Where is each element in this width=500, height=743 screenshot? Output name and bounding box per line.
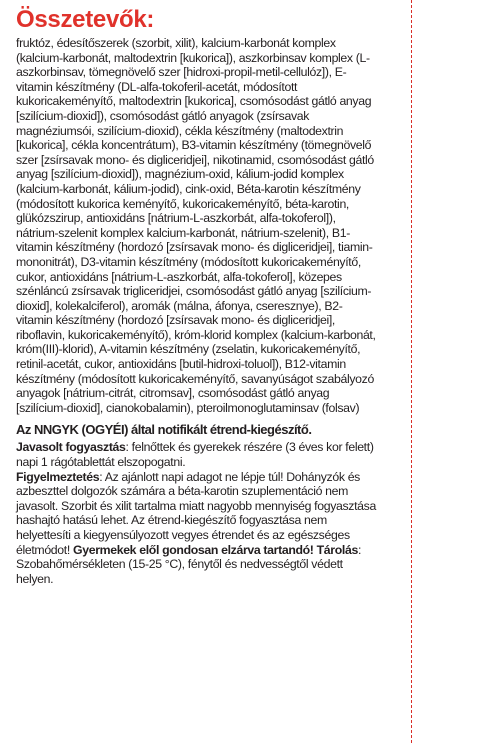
warning-text: : Az ajánlott napi adagot ne lépje túl! Dohányzók és azbeszttel dolgozók számára a béta-karotin szuplementáció nem javasolt. Szorbit és xilit tartalma miatt nagyobb mennyiség fogyasztása hashajtó hatású lehet. Az étrend-kiegészítő fogyasztása nem helyettesíti a kiegyensúlyozott vegyes étrendet és az egészséges életmódot! bbox=[16, 469, 380, 557]
ingredients-heading: Összetevők: bbox=[16, 6, 155, 33]
storage-text: : Szobahőmérsékleten (15-25 °C), fénytől és nedvességtől védett helyen. bbox=[16, 542, 365, 586]
dosage-text: : felnőttek és gyerekek részére (3 éves kor felett) napi 1 rágótablettát elszopogatni. bbox=[16, 440, 377, 470]
usage-information bbox=[16, 440, 378, 586]
notification-statement: Az NNGYK (OGYÉI) által notifikált étrend-kiegészítő. bbox=[16, 422, 312, 438]
children-warning: Gyermekek elől gondosan elzárva tartandó! bbox=[73, 542, 314, 557]
dosage-label: Javasolt fogyasztás bbox=[16, 440, 126, 455]
storage-label: Tárolás bbox=[316, 542, 358, 557]
product-label bbox=[16, 6, 378, 586]
cut-line-dashed bbox=[411, 0, 412, 743]
warning-label: Figyelmeztetés bbox=[16, 469, 100, 484]
ingredients-list: fruktóz, édesítőszerek (szorbit, xilit), kalcium-karbonát komplex (kalcium-karbonát, maltodextrin [kukorica]), aszkorbinsav komplex (L-aszkorbinsav, tömegnövelő szer [hidroxi-propil-metil-cellulóz]), E-vitamin készítmény (DL-alfa-tokoferil-acetát, módosított kukoricakeményítő, maltodextrin [kukorica], csomósodást gátló anyag [szilícium-dioxid]), csomósodást gátló anyagok (zsírsavak magnéziumsói, szilícium-dioxid), cékla készítmény (maltodextrin [kukorica], cékla koncentrátum), B3-vitamin készítmény (tömegnövelő szer [zsírsavak mono- és digliceridjei], nikotinamid, csomósodást gátló anyag [szilícium-dioxid]), magnézium-oxid, kálium-jodid komplex (kalcium-karbonát, kálium-jodid), cink-oxid, Béta-karotin készítmény (módosított kukorica keményítő, kukoricakeményítő, béta-karotin, glükózszirup, antioxidáns [nátrium-L-aszkorbát, alfa-tokoferol]), nátrium-szelenit komplex kalcium-karbonát, nátrium-szelenit), B1-vitamin készítmény (hordozó [zsírsavak mono- és digliceridjei], tiamin-mononitrát), D3-vitamin készítmény (módosított kukoricakeményítő, cukor, antioxidáns [nátrium-L-aszkorbát, alfa-tokoferol], közepes szénláncú zsírsavak trigliceridjei, csomósodást gátló anyag [szilícium-dioxid], kolekalciferol), aromák (málna, áfonya, cseresznye), B2-vitamin készítmény (hordozó [zsírsavak mono- és digliceridjei], riboflavin, kukoricakeményítő), króm-klorid komplex (kalcium-karbonát, króm(III)-klorid), A-vitamin készítmény (zselatin, kukoricakeményítő, retinil-acetát, cukor, antioxidáns [butil-hidroxi-toluol]), B12-vitamin készítmény (módosított kukoricakeményítő, savanyúságot szabályozó anyagok [nátrium-citrát, citromsav], csomósodást gátló anyag [szilícium-dioxid], cianokobalamin), pteroilmonoglutaminsav (folsav) bbox=[16, 36, 379, 415]
